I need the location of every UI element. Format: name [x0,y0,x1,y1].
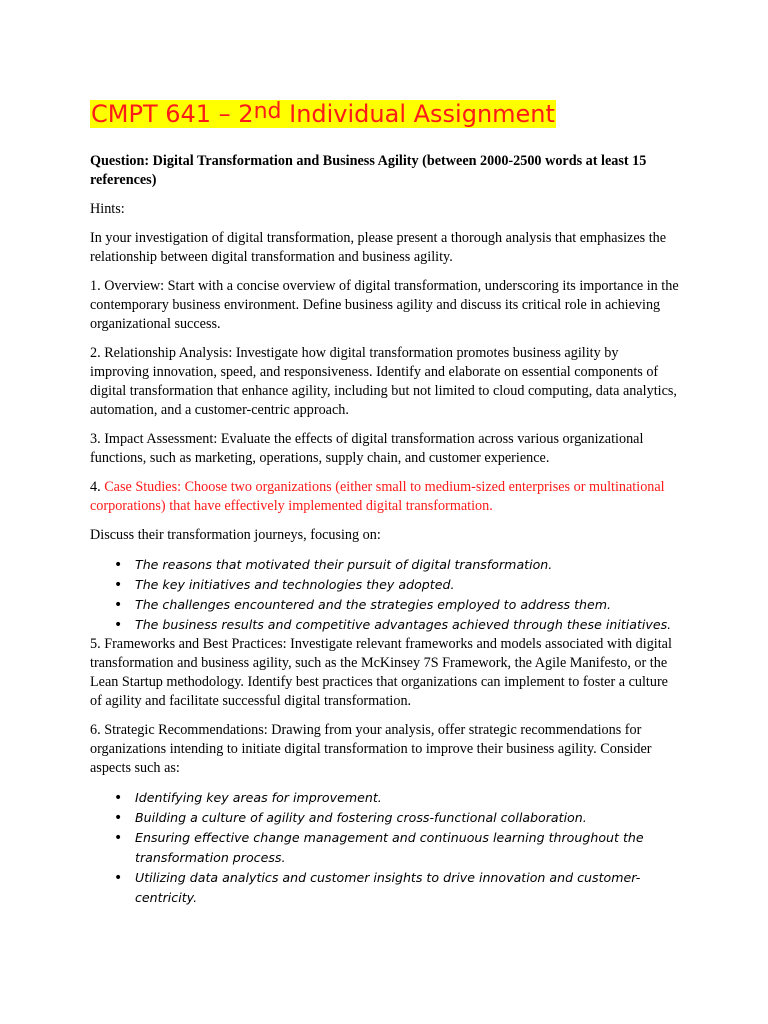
list-item: • The challenges encountered and the strategies employed to address them. [135,595,680,615]
list-item: • Identifying key areas for improvement. [135,788,680,808]
impact-paragraph: 3. Impact Assessment: Evaluate the effects of digital transformation across various organizational functions, such as marketing, operations, supply chain, and customer experience. [90,431,644,466]
title-suffix: Individual Assignment [281,100,555,128]
document-page [90,98,680,908]
case-points-list [90,555,680,635]
hints-label: Hints: [90,201,125,217]
strategic-points-list [90,788,680,908]
intro-paragraph: In your investigation of digital transformation, please present a thorough analysis that emphasizes the relationship between digital transformation and business agility. [90,230,667,265]
case-studies-text: Case Studies: Choose two organizations (either small to medium-sized enterprises or multinational corporations) that have effectively implemented digital transformation. [90,479,665,514]
list-item: • The business results and competitive advantages achieved through these initiatives. [135,615,680,635]
question-heading: Question: Digital Transformation and Business Agility (between 2000-2500 words at least 15 references) [90,153,647,188]
list-item: • Ensuring effective change management and continuous learning throughout the transformation process. [135,828,680,868]
list-item: • The reasons that motivated their pursuit of digital transformation. [135,555,680,575]
list-item: • Building a culture of agility and fostering cross-functional collaboration. [135,808,680,828]
relationship-paragraph: 2. Relationship Analysis: Investigate how digital transformation promotes business agility by improving innovation, speed, and responsiveness. Identify and elaborate on essential components of digital transformation that enhance agility, including but not limited to cloud computing, data analytics, automation, and a customer-centric approach. [90,345,677,418]
title-superscript: nd [253,99,282,124]
title-highlight [90,100,556,128]
list-item: • The key initiatives and technologies they adopted. [135,575,680,595]
strategic-paragraph: 6. Strategic Recommendations: Drawing from your analysis, offer strategic recommendations for organizations intending to initiate digital transformation to improve their business agility. Consider aspects such as: [90,722,652,776]
document-title [90,98,680,130]
overview-paragraph: 1. Overview: Start with a concise overview of digital transformation, underscoring its importance in the contemporary business environment. Define business agility and discuss its critical role in achieving organizational success. [90,278,679,332]
discuss-paragraph: Discuss their transformation journeys, focusing on: [90,527,381,543]
frameworks-paragraph: 5. Frameworks and Best Practices: Investigate relevant frameworks and models associated with digital transformation and business agility, such as the McKinsey 7S Framework, the Agile Manifesto, or the Lean Startup methodology. Identify best practices that organizations can implement to foster a culture of agility and facilitate successful digital transformation. [90,636,672,709]
case-studies-paragraph [90,478,680,516]
case-studies-number: 4. [90,479,105,495]
list-item: • Utilizing data analytics and customer insights to drive innovation and customer-centricity. [135,868,680,908]
title-prefix: CMPT 641 – 2 [91,100,254,128]
